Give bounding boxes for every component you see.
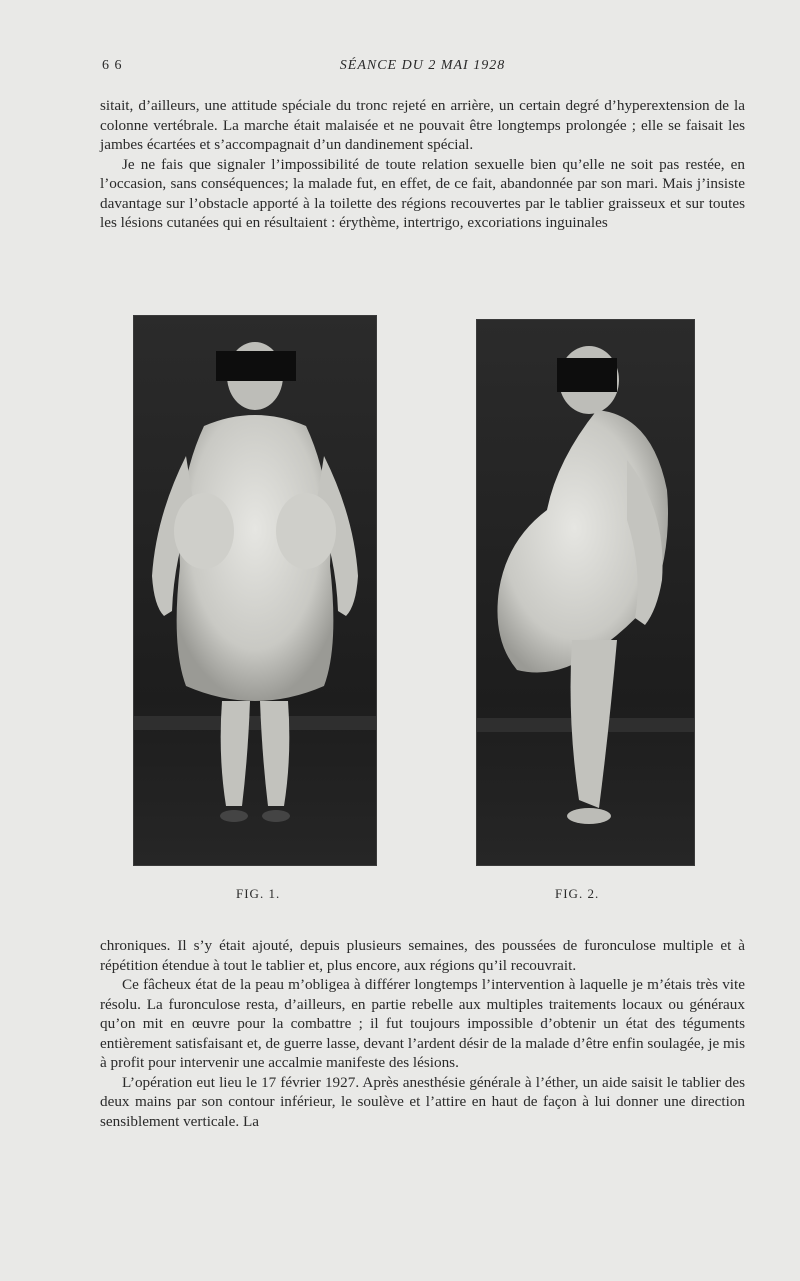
running-title: SÉANCE DU 2 MAI 1928: [339, 58, 506, 73]
paragraph: L’opération eut lieu le 17 février 1927. Après anesthésie générale à l’éther, un aide saisit le tablier des deux mains par son contour inférieur, le soulève et l’attire en haut de façon à lui donner une direction sensiblement verticale. La: [100, 1073, 745, 1130]
figure-1-photo: [133, 315, 377, 866]
paragraph: Ce fâcheux état de la peau m’obligea à différer longtemps l’intervention à laquelle je m’étais très vite résolu. La furonculose resta, d’ailleurs, en partie rebelle aux multiples traitements locaux ou généraux qu’on mit en œuvre pour la combattre ; il fut toujours impossible d’obtenir un état des téguments entièrement satisfaisant et, de guerre lasse, devant l’ardent désir de la malade d’être enfin soulagée, je mis à profit pour intervenir une accalmie manifeste des lésions.: [100, 976, 745, 1071]
paragraph: sitait, d’ailleurs, une attitude spéciale du tronc rejeté en arrière, un certain degré d’hyperextension de la colonne vertébrale. La marche était malaisée et ne pouvait être longtemps prolongée ; elle se faisait les jambes écartées et s’accompagnait d’un dandinement spécial.: [100, 97, 745, 153]
running-head: [100, 58, 745, 78]
figure-2-photo: [476, 319, 695, 866]
figure-1-caption: FIG. 1.: [236, 886, 281, 901]
body-text-top: [100, 96, 745, 233]
body-text-bottom: [100, 936, 745, 1131]
paragraph: chroniques. Il s’y était ajouté, depuis plusieurs semaines, des poussées de furonculose multiple et à répétition étendue à tout le tablier et, plus encore, aux régions qu’il recouvrait.: [100, 937, 745, 974]
paragraph: Je ne fais que signaler l’impossibilité de toute relation sexuelle bien qu’elle ne soit pas restée, en l’occasion, sans conséquences; la malade fut, en effet, de ce fait, abandonnée par son mari. Mais j’insiste davantage sur l’obstacle apporté à la toilette des régions recouvertes par le tablier graisseux et sur toutes les lésions cutanées qui en résultaient : érythème, intertrigo, excoriations inguinales: [100, 155, 745, 231]
page-number: 6 6: [102, 58, 123, 73]
figure-2-caption: FIG. 2.: [555, 886, 600, 901]
